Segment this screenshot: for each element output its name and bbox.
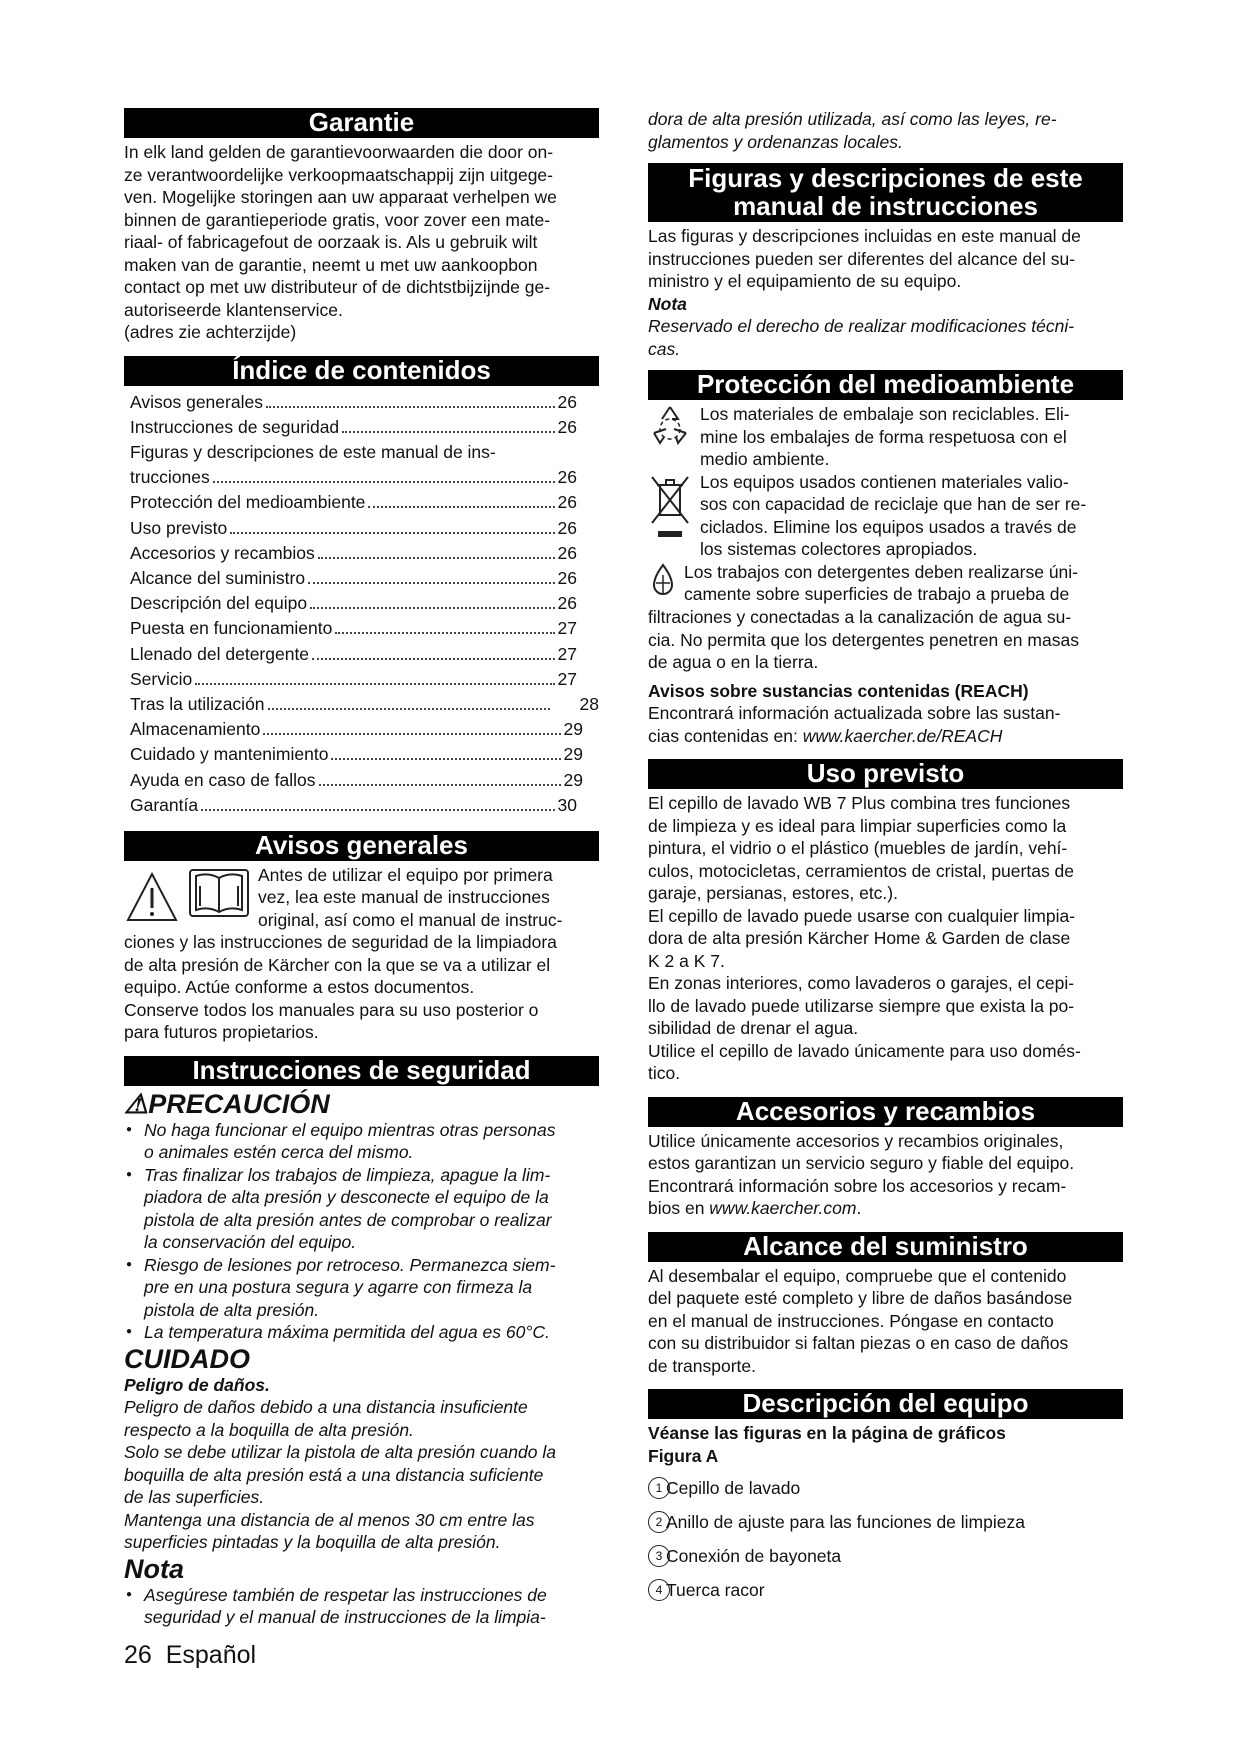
text-line: El cepillo de lavado puede usarse con cualquier limpia- xyxy=(648,905,1076,926)
toc-entry[interactable]: trucciones 26 xyxy=(130,467,577,488)
number-circle: 2 xyxy=(648,1511,670,1533)
toc-entry[interactable]: Instrucciones de seguridad 26 xyxy=(130,416,577,437)
toc-entry[interactable]: Ayuda en caso de fallos 29 xyxy=(130,769,583,790)
reach-line: Encontrará información actualizada sobre las sustan- xyxy=(648,703,1061,723)
list-item: 2 Anillo de ajuste para las funciones de limpieza xyxy=(648,1507,1123,1541)
text-line: In elk land gelden de garantievoorwaarden die door on- xyxy=(124,142,554,162)
text-line: (adres zie achterzijde) xyxy=(124,322,297,342)
text-line: Utilice el cepillo de lavado únicamente para uso domés- xyxy=(648,1040,1081,1061)
text-line: del paquete esté completo y libre de daños basándose xyxy=(648,1288,1073,1308)
list-item: 4 Tuerca racor xyxy=(648,1575,1123,1609)
cuidado-label: CUIDADO xyxy=(124,1343,250,1374)
text-line: Los trabajos con detergentes deben realizarse úni- xyxy=(684,561,1078,582)
uso-text xyxy=(648,792,1123,1085)
page-number: 26 xyxy=(124,1641,152,1669)
toc-entry[interactable]: Servicio 27 xyxy=(130,668,577,689)
descripcion-heading: Descripción del equipo xyxy=(648,1389,1123,1419)
nota-bullet-list xyxy=(124,1584,599,1629)
kaercher-link[interactable]: www.kaercher.com xyxy=(709,1198,857,1218)
text-line: Conserve todos los manuales para su uso posterior o xyxy=(124,999,539,1020)
figuras-text xyxy=(648,225,1123,293)
toc-entry[interactable]: Garantía 30 xyxy=(130,794,577,815)
text-line: contact op met uw distributeur of de dichtstbijzijnde ge- xyxy=(124,277,551,297)
text-line: Al desembalar el equipo, compruebe que el contenido xyxy=(648,1265,1067,1286)
text-line: original, así como el manual de instruc- xyxy=(258,909,563,930)
list-item: ● La temperatura máxima permitida del agua es 60°C. xyxy=(124,1321,599,1344)
toc-entry[interactable]: Alcance del suministro 26 xyxy=(130,568,577,588)
text-line: ze verantwoordelijke verkoopmaatschappij zijn uitgege- xyxy=(124,164,553,185)
text-line: de limpieza y es ideal para limpiar superficies como la xyxy=(648,815,1067,836)
figuras-nota-text: Reservado el derecho de realizar modificaciones técni- cas. xyxy=(648,316,1075,359)
toc-entry[interactable]: Puesta en funcionamiento 27 xyxy=(130,618,577,639)
text-line: para futuros propietarios. xyxy=(124,1022,319,1043)
text-line: mine los embalajes de forma respetuosa con el xyxy=(700,426,1067,447)
text-line: sos con capacidad de reciclaje que han de ser re- xyxy=(700,494,1087,514)
reach-title: Avisos sobre sustancias contenidas (REACH) xyxy=(648,680,1029,701)
toc-entry[interactable]: Llenado del detergente 27 xyxy=(130,643,577,664)
indice-heading: Índice de contenidos xyxy=(124,356,599,386)
figuras-nota-label: Nota xyxy=(648,293,687,314)
toc-entry[interactable]: Protección del medioambiente 26 xyxy=(130,492,577,513)
toc-entry[interactable]: Uso previsto 26 xyxy=(130,517,577,538)
list-item: ● Asegúrese también de respetar las instrucciones de seguridad y el manual de instrucciones de la limpia- xyxy=(124,1584,599,1629)
text-line: Los materiales de embalaje son reciclables. Eli- xyxy=(700,404,1070,424)
text-line: filtraciones y conectadas a la canalización de agua su- xyxy=(648,607,1072,627)
toc-entry[interactable]: Avisos generales 26 xyxy=(130,391,577,412)
text-line: maken van de garantie, neemt u met uw aankoopbon xyxy=(124,254,538,275)
precaucion-label: ⚠PRECAUCIÓN xyxy=(124,1088,330,1119)
recycle-row xyxy=(648,403,1123,471)
list-item: ● Tras finalizar los trabajos de limpieza, apague la lim- piadora de alta presión y desconecte el equipo de la pistola de alta presión antes de comprobar o realizar la conservación del equipo. xyxy=(124,1164,599,1254)
text-line: con su distribuidor si faltan piezas o en caso de daños xyxy=(648,1333,1069,1353)
nota-label: Nota xyxy=(124,1553,184,1584)
text-line: En zonas interiores, como lavaderos o garajes, el cepi- xyxy=(648,973,1075,993)
figure-label: Figura A xyxy=(648,1445,719,1466)
text-line: K 2 a K 7. xyxy=(648,950,725,971)
number-circle: 1 xyxy=(648,1477,670,1499)
medio-text xyxy=(648,606,1123,674)
page-footer xyxy=(124,1641,257,1669)
text-line: de agua o en la tierra. xyxy=(648,652,819,672)
text-line: Las figuras y descripciones incluidas en este manual de xyxy=(648,226,1081,246)
text-line: tico. xyxy=(648,1063,681,1083)
text-line: ven. Mogelijke storingen aan uw apparaat verhelpen we xyxy=(124,187,557,207)
text-line: de alta presión de Kärcher con la que se va a utilizar el xyxy=(124,954,551,975)
text-line: Encontrará información sobre los accesorios y recam- xyxy=(648,1175,1067,1196)
seguridad-heading: Instrucciones de seguridad xyxy=(124,1056,599,1086)
page-language: Español xyxy=(165,1641,257,1669)
text-line: medio ambiente. xyxy=(700,449,830,469)
recycle-icon xyxy=(648,403,692,447)
text-line: Los equipos usados contienen materiales valio- xyxy=(700,471,1069,492)
text-line: Antes de utilizar el equipo por primera xyxy=(258,864,553,885)
weee-row xyxy=(648,471,1123,561)
number-circle: 4 xyxy=(648,1579,670,1601)
toc-entry[interactable]: Figuras y descripciones de este manual de ins- xyxy=(130,442,496,463)
text-line: los sistemas colectores apropiados. xyxy=(700,539,978,559)
continuation-text: dora de alta presión utilizada, así como las leyes, re- glamentos y ordenanzas locales. xyxy=(648,109,1057,152)
text-line: binnen de garantieperiode gratis, voor zover een mate- xyxy=(124,209,551,230)
alcance-heading: Alcance del suministro xyxy=(648,1232,1123,1262)
text-line: bios en www.kaercher.com. xyxy=(648,1198,862,1218)
text-line: sibilidad de drenar el agua. xyxy=(648,1018,859,1038)
text-line: equipo. Actúe conforme a estos documentos. xyxy=(124,977,475,998)
safety-bullet-list xyxy=(124,1119,599,1344)
drop-row xyxy=(648,561,1123,607)
text-line: ministro y el equipamiento de su equipo. xyxy=(648,271,962,291)
text-line: Utilice únicamente accesorios y recambios originales, xyxy=(648,1130,1064,1151)
list-item: ● No haga funcionar el equipo mientras otras personas o animales estén cerca del mismo. xyxy=(124,1119,599,1164)
text-line: camente sobre superficies de trabajo a prueba de xyxy=(684,584,1070,604)
toc-entry[interactable]: Tras la utilización 28 xyxy=(130,693,599,714)
text-line: estos garantizan un servicio seguro y fiable del equipo. xyxy=(648,1153,1075,1173)
text-line: garaje, persianas, estores, etc.). xyxy=(648,883,898,903)
crossed-bin-icon xyxy=(648,471,692,543)
toc-entry[interactable]: Cuidado y mantenimiento 29 xyxy=(130,744,583,765)
text-line: culos, motocicletas, cerramientos de cristal, puertas de xyxy=(648,860,1075,881)
toc-entry[interactable]: Almacenamiento 29 xyxy=(130,719,583,740)
figuras-heading: Figuras y descripciones de este manual de instrucciones xyxy=(648,163,1123,222)
medio-heading: Protección del medioambiente xyxy=(648,370,1123,400)
text-line: pintura, el vidrio o el plástico (muebles de jardín, vehí- xyxy=(648,838,1068,858)
manual-book-icon xyxy=(188,866,250,922)
alcance-text xyxy=(648,1265,1123,1378)
avisos-heading: Avisos generales xyxy=(124,831,599,861)
text-line: riaal- of fabricagefout de oorzaak is. Als u gebruik wilt xyxy=(124,232,538,252)
parts-list xyxy=(648,1473,1123,1609)
number-circle: 3 xyxy=(648,1545,670,1567)
avisos-text xyxy=(124,931,599,1044)
accesorios-text xyxy=(648,1130,1123,1220)
toc-entry[interactable]: Descripción del equipo 26 xyxy=(130,593,577,614)
text-line: ciclados. Elimine los equipos usados a través de xyxy=(700,516,1077,537)
garantie-text xyxy=(124,141,599,344)
avisos-icon-row xyxy=(124,864,599,932)
toc-entry[interactable]: Accesorios y recambios 26 xyxy=(130,542,577,563)
text-line: en el manual de instrucciones. Póngase en contacto xyxy=(648,1310,1054,1331)
text-line: de transporte. xyxy=(648,1355,756,1376)
cuidado-text: Peligro de daños debido a una distancia insuficiente respecto a la boquilla de alta presión. Solo se debe utilizar la pistola de alta presión cuando la boquilla de alta presión está a una distancia suficiente de las superficies. Mantenga una distancia de al menos 30 cm entre las superficies pintadas y la boquilla de alta presión. xyxy=(124,1397,556,1553)
reach-line: cias contenidas en: www.kaercher.de/REACH xyxy=(648,725,1003,746)
left-column xyxy=(124,108,599,1629)
text-line: cia. No permita que los detergentes penetren en masas xyxy=(648,629,1079,650)
list-item: 1 Cepillo de lavado xyxy=(648,1473,1123,1507)
text-line: El cepillo de lavado WB 7 Plus combina tres funciones xyxy=(648,793,1071,813)
text-line: instrucciones pueden ser diferentes del alcance del su- xyxy=(648,248,1076,269)
text-line: ciones y las instrucciones de seguridad de la limpiadora xyxy=(124,932,557,953)
descripcion-sub: Véanse las figuras en la página de gráficos xyxy=(648,1423,1006,1443)
right-column xyxy=(648,108,1123,1609)
text-line: llo de lavado puede utilizarse siempre que exista la po- xyxy=(648,995,1075,1016)
list-item: 3 Conexión de bayoneta xyxy=(648,1541,1123,1575)
uso-heading: Uso previsto xyxy=(648,759,1123,789)
reach-link[interactable]: www.kaercher.de/REACH xyxy=(802,725,1003,746)
water-drop-icon xyxy=(648,561,678,601)
toc-list xyxy=(124,389,599,817)
list-item: ● Riesgo de lesiones por retroceso. Permanezca siem- pre en una postura segura y agarre con firmeza la pistola de alta presión. xyxy=(124,1254,599,1322)
accesorios-heading: Accesorios y recambios xyxy=(648,1097,1123,1127)
text-line: dora de alta presión Kärcher Home & Garden de clase xyxy=(648,928,1071,948)
text-line: autoriseerde klantenservice. xyxy=(124,299,343,320)
text-line: vez, lea este manual de instrucciones xyxy=(258,887,550,908)
peligro-label: Peligro de daños. xyxy=(124,1374,270,1395)
garantie-heading: Garantie xyxy=(124,108,599,138)
